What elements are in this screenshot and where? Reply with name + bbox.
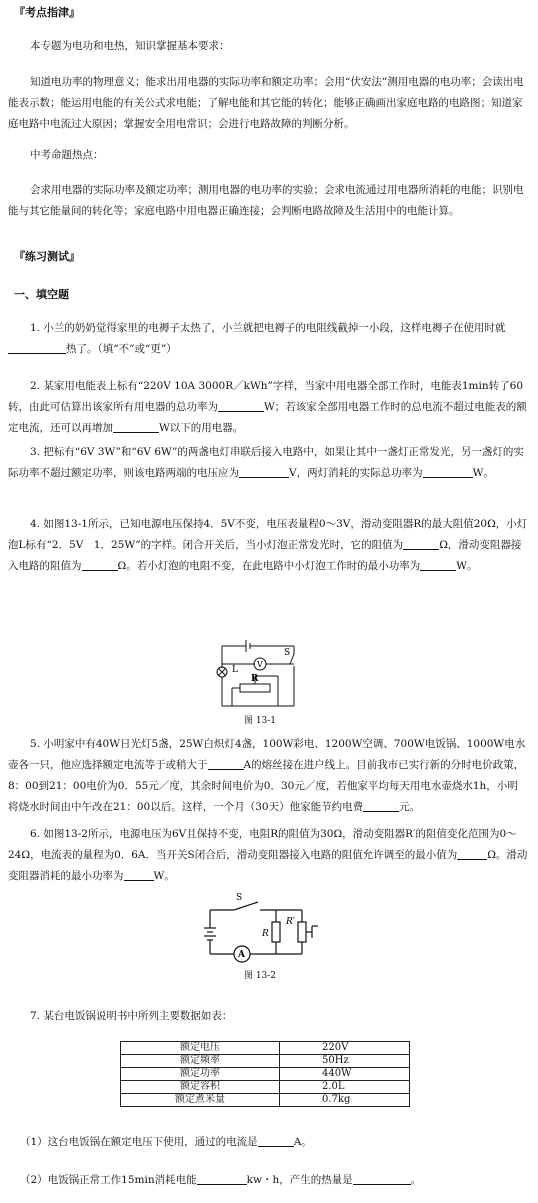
resistor-label: R <box>262 929 269 939</box>
spec-label: 额定容积 <box>121 1081 280 1094</box>
spec-label: 额定功率 <box>121 1068 280 1081</box>
circuit-figure-13-1 <box>0 624 520 714</box>
answer-blank[interactable] <box>197 1172 247 1185</box>
spec-row <box>121 1068 410 1081</box>
rheostat-label: R′ <box>286 917 295 927</box>
spec-label: 额定频率 <box>121 1055 280 1068</box>
answer-blank[interactable] <box>218 399 264 412</box>
answer-blank[interactable] <box>124 868 154 881</box>
spec-table <box>120 1041 410 1107</box>
question-7: 7. 某台电饭锅说明书中所列主要数据如表： <box>30 1010 233 1022</box>
spec-value: 2.0L <box>280 1081 410 1094</box>
spec-row <box>121 1055 410 1068</box>
question-1: 1. 小兰的奶奶觉得家里的电褥子太热了，小兰就把电褥子的电阻线截掉一小段，这样电褥子在使用时就热了。（填“不”或“更”） <box>0 318 538 360</box>
switch-label: S <box>284 648 291 658</box>
voltmeter-label: V <box>257 660 263 669</box>
answer-blank[interactable] <box>457 847 487 860</box>
spec-label: 额定煮米量 <box>121 1094 280 1107</box>
spec-value: 440W <box>280 1068 410 1081</box>
answer-blank[interactable] <box>208 757 244 770</box>
fill-title: 一、填空题 <box>14 288 69 301</box>
guide-title: 『考点指津』 <box>14 6 80 19</box>
circuit-figure-13-2 <box>0 892 520 972</box>
question-5: 5. 小明家中有40W日光灯5盏，25W白炽灯4盏，100W彩电、1200W空调、700W电饭锅、1000W电水壶各一只，他应选择额定电流等于或稍大于 A的熔丝接在进户线上。目前我市已实行新的分时电价政策，8：00到21：00电价为0．55元／度，其余时间电价为0．30元／度，若他家平均每天用电水壶烧水1h，小明将烧水时间由中午改在21：00以后。这样，一个月（30天）他家能节约电费 元。 <box>8 738 526 813</box>
question-2: 2. 某家用电能表上标有“220V 10A 3000R／kWh”字样，当家中用电器全部工作时，电能表1min转了60转，由此可估算出该家所有用电器的总功率为 W；若该家全部用电器工作时的总电流不超过电能表的额定电流，还可以再增加 W以下的用电器。 <box>8 380 527 434</box>
hot-points: 会求用电器的实际功率及额定功率；测用电器的电功率的实验；会求电流通过用电器所消耗的电能；识别电能与其它能量间的转化等；家庭电路中用电器正确连接；会判断电路故障及生活用中的电能计算。 <box>8 184 524 217</box>
question-3: 3. 把标有“6V 3W”和“6V 6W”的两盏电灯串联后接入电路中，如果让其中一盏灯正常发光，另一盏灯的实际功率不超过额定功率，则该电路两端的电压应为 V，两灯消耗的实际总功率为 W。 <box>8 446 524 479</box>
guide-intro: 本专题为电功和电热，知识掌握基本要求： <box>30 40 230 52</box>
answer-blank[interactable] <box>113 420 159 433</box>
spec-value: 0.7kg <box>280 1094 410 1107</box>
answer-blank[interactable] <box>353 1172 411 1185</box>
hot-title: 中考命题热点： <box>30 149 104 161</box>
spec-value: 220V <box>280 1042 410 1055</box>
question-4: 4. 如图13-1所示，已知电源电压保持4．5V不变，电压表量程0～3V，滑动变阻器R的最大阻值20Ω，小灯泡L标有“2．5V 1．25W”的字样。闭合开关后，当小灯泡正常发光时，它的阻值为 Ω，滑动变阻器接入电路的阻值为 Ω。若小灯泡的电阻不变，在此电路中小灯泡工作时的最小功率为 W。 <box>8 518 528 572</box>
rheostat-label: R <box>251 674 259 684</box>
ammeter-label: A <box>238 950 245 960</box>
answer-blank[interactable] <box>403 537 439 550</box>
guide-requirements: 知道电功率的物理意义；能求出用电器的实际功率和额定功率；会用“伏安法”测用电器的电功率；会读出电能表示数；能运用电能的有关公式求电能；了解电能和其它能的转化；能够正确画出家庭电路的电路图；知道家庭电路中电流过大原因；掌握安全用电常识；会进行电路故障的判断分析。 <box>8 76 524 130</box>
answer-blank[interactable] <box>423 465 473 478</box>
question-7-1: （1）这台电饭锅在额定电压下使用，通过的电流是 A。 <box>20 1136 312 1148</box>
spec-row <box>121 1042 410 1055</box>
answer-blank[interactable] <box>258 1134 294 1147</box>
switch-label: S <box>236 893 243 903</box>
spec-value: 50Hz <box>280 1055 410 1068</box>
answer-blank[interactable] <box>82 558 118 571</box>
answer-blank[interactable] <box>8 341 66 354</box>
question-7-2: （2）电饭锅正常工作15min消耗电能 kw・h，产生的热量是 。 <box>20 1174 422 1186</box>
figure-caption-13-1: 图 13-1 <box>243 716 277 726</box>
answer-blank[interactable] <box>239 465 289 478</box>
spec-row <box>121 1081 410 1094</box>
answer-blank[interactable] <box>363 799 399 812</box>
lamp-label: L <box>232 665 238 675</box>
practice-title: 『练习测试』 <box>14 250 80 263</box>
figure-caption-13-2: 图 13-2 <box>243 971 277 981</box>
spec-row <box>121 1094 410 1107</box>
answer-blank[interactable] <box>420 558 456 571</box>
question-6: 6. 如图13-2所示，电源电压为6V且保持不变，电阻R的阻值为30Ω，滑动变阻器R′的阻值变化范围为0～24Ω，电流表的量程为0．6A．当开关S闭合后，滑动变阻器接入电路的阻值允许调至的最小值为 Ω。滑动变阻器消耗的最小功率为 W。 <box>8 828 528 882</box>
spec-label: 额定电压 <box>121 1042 280 1055</box>
